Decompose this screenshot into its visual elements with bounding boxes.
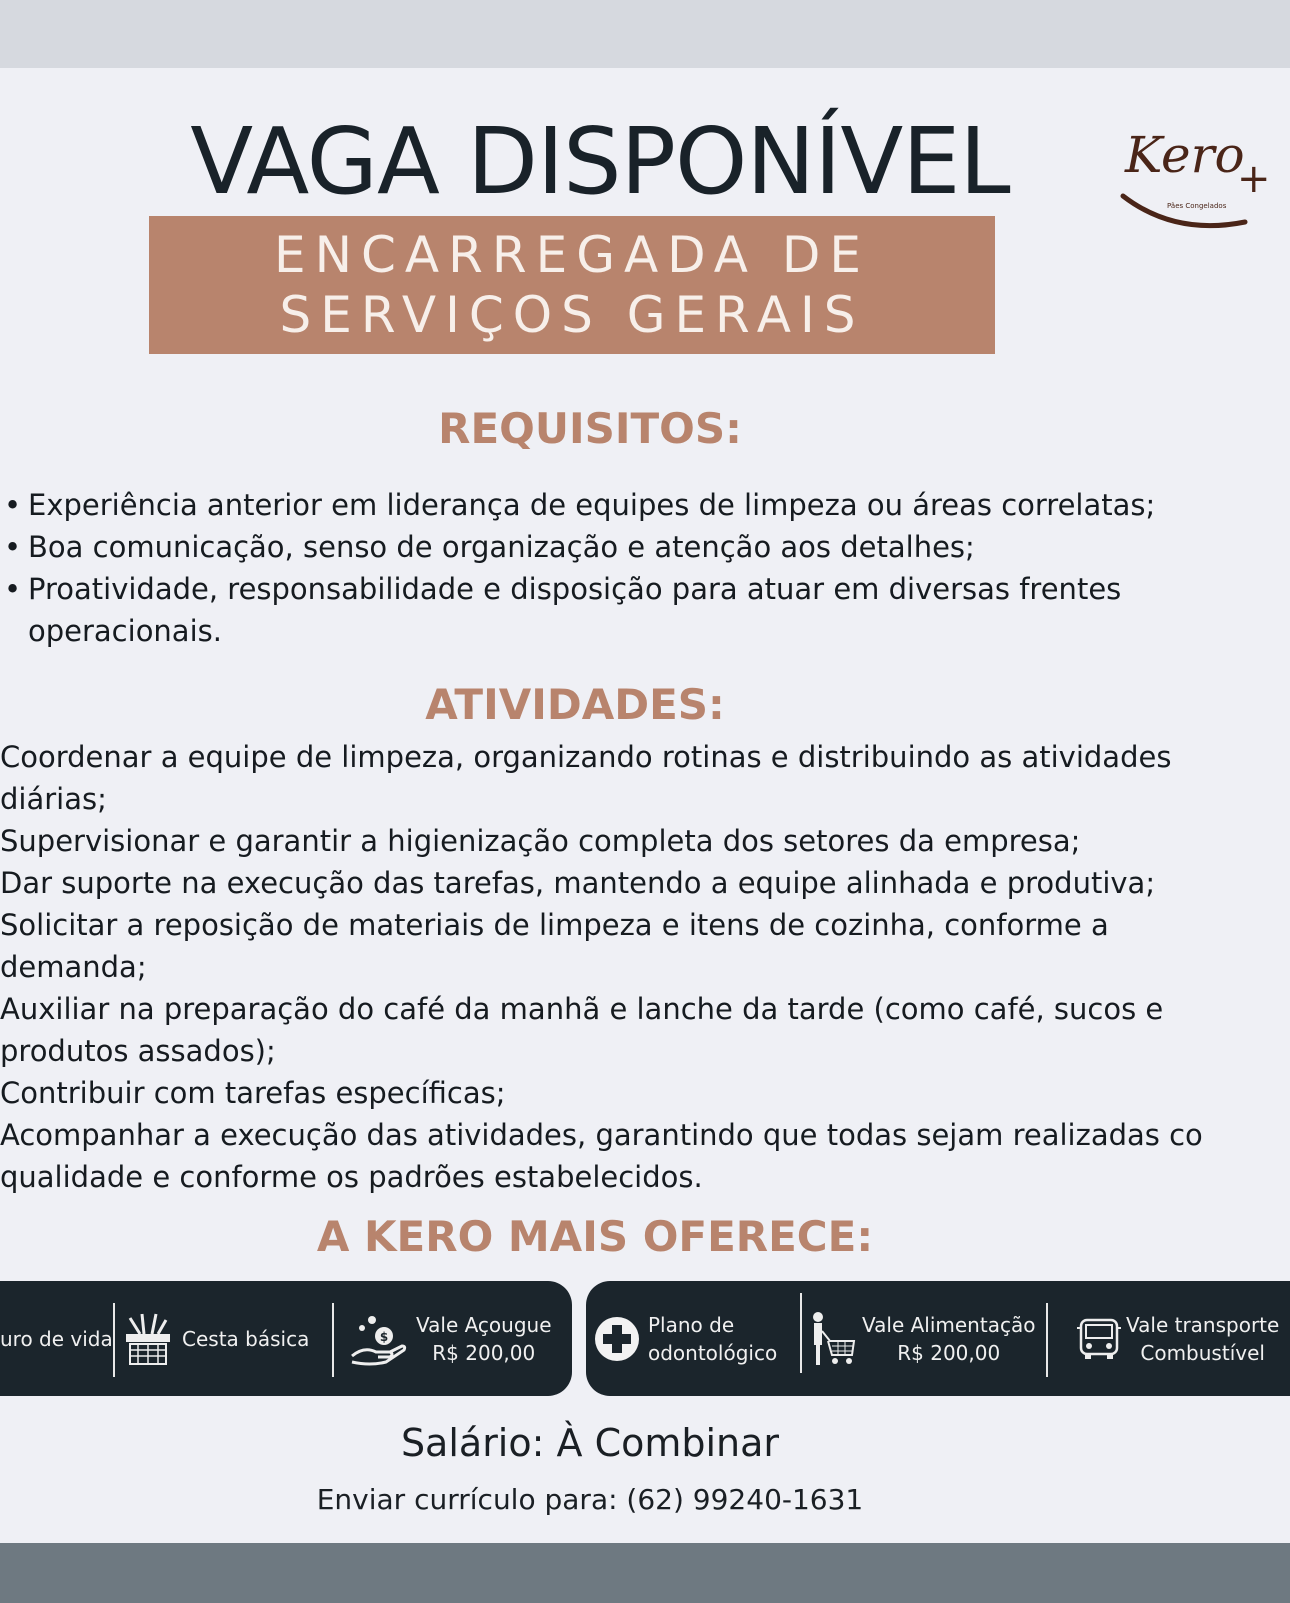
activities-heading: ATIVIDADES: (425, 680, 725, 729)
benefit-label: Vale Alimentação (862, 1312, 1036, 1337)
salary-text: Salário: À Combinar (400, 1421, 780, 1465)
position-line-2: SERVIÇOS GERAIS (279, 286, 865, 344)
svg-text:$: $ (379, 1329, 389, 1344)
position-line-1: ENCARREGADA DE (274, 226, 870, 284)
contact-text: Enviar currículo para: (62) 99240-1631 (316, 1483, 864, 1516)
benefit-butcher-voucher (350, 1281, 552, 1396)
benefit-value: R$ 200,00 (897, 1340, 1001, 1365)
basket-icon (122, 1312, 174, 1366)
divider (332, 1303, 334, 1377)
bottom-bar (0, 1543, 1290, 1603)
logo-wordmark: Kero (1125, 126, 1245, 184)
divider (113, 1303, 115, 1377)
list-item: Contribuir com tarefas específicas; (0, 1076, 506, 1110)
requirements-heading: REQUISITOS: (438, 404, 742, 453)
list-item: • Proatividade, responsabilidade e disposição para atuar em diversas frentes operacionais. (0, 568, 1290, 652)
benefits-pill-right (586, 1281, 1290, 1396)
benefit-life-insurance (0, 1281, 113, 1396)
benefits-pill-left (0, 1281, 572, 1396)
benefit-value: odontológico (648, 1340, 778, 1365)
benefit-transport-voucher (1076, 1281, 1279, 1396)
benefit-value: R$ 200,00 (432, 1340, 536, 1365)
benefit-dental-plan (594, 1281, 777, 1396)
list-item: Coordenar a equipe de limpeza, organizando rotinas e distribuindo as atividades diárias; (0, 740, 1172, 816)
benefit-value: Combustível (1140, 1340, 1265, 1365)
offers-heading: A KERO MAIS OFERECE: (316, 1212, 874, 1261)
list-item: Dar suporte na execução das tarefas, mantendo a equipe alinhada e produtiva; (0, 866, 1156, 900)
logo-tagline: Pães Congelados (1167, 202, 1227, 210)
list-item: qualidade e conforme os padrões estabelecidos. (0, 1160, 703, 1194)
benefit-label: Vale Açougue (416, 1312, 552, 1337)
page-title: VAGA DISPONÍVEL (190, 108, 1010, 215)
divider (800, 1293, 802, 1373)
list-item: Acompanhar a execução das atividades, garantindo que todas sejam realizadas co (0, 1118, 1203, 1152)
company-logo (1115, 118, 1285, 243)
list-item: Supervisionar e garantir a higienização completa dos setores da empresa; (0, 824, 1081, 858)
logo-plus: + (1237, 156, 1271, 202)
benefit-label: Vale transporte (1126, 1312, 1280, 1337)
list-item: • Boa comunicação, senso de organização e atenção aos detalhes; (0, 526, 1290, 568)
benefit-label: Plano de (648, 1312, 735, 1337)
divider (1046, 1303, 1048, 1377)
list-item: • Experiência anterior em liderança de equipes de limpeza ou áreas correlatas; (0, 484, 1290, 526)
requirements-list (0, 484, 1290, 652)
top-bar (0, 0, 1290, 68)
position-banner (149, 216, 995, 354)
medical-cross-icon (594, 1316, 640, 1362)
benefit-meal-voucher (808, 1281, 1035, 1396)
activities-list (0, 736, 1290, 1198)
list-item: Auxiliar na preparação do café da manhã e lanche da tarde (como café, sucos e produtos assados); (0, 992, 1164, 1068)
benefit-label: Cesta básica (182, 1326, 310, 1351)
shopping-cart-icon (808, 1311, 858, 1367)
bus-icon (1076, 1316, 1122, 1362)
money-hand-icon (350, 1310, 408, 1368)
benefit-label: uro de vida (0, 1326, 113, 1351)
benefit-food-basket (122, 1281, 309, 1396)
list-item: Solicitar a reposição de materiais de limpeza e itens de cozinha, conforme a demanda; (0, 908, 1109, 984)
